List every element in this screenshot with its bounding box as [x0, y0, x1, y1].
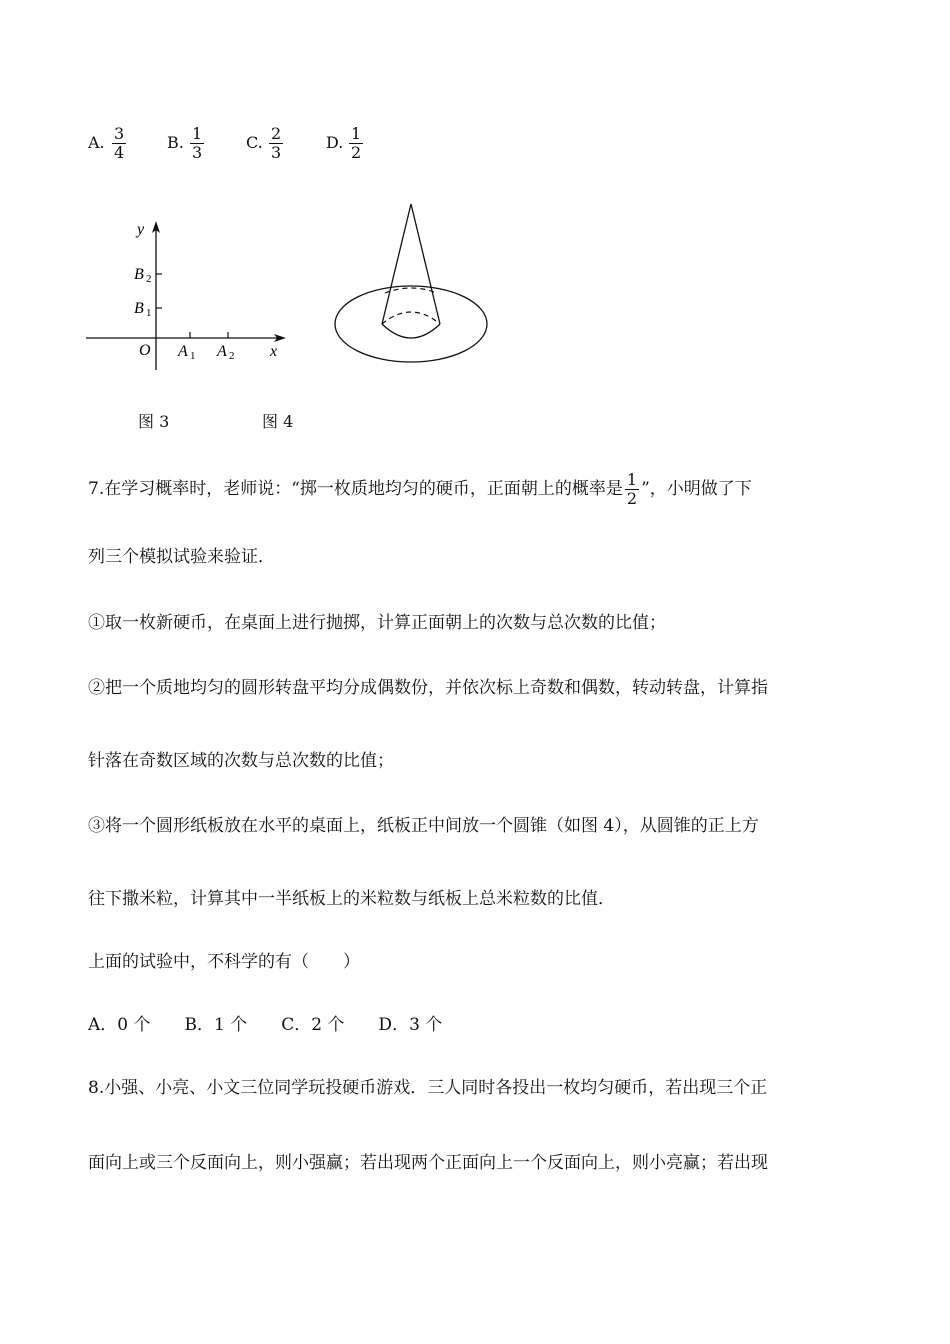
- option-label: C.: [246, 133, 263, 152]
- q7-item-2-line-1: ②把一个质地均匀的圆形转盘平均分成偶数份，并依次标上奇数和偶数，转动转盘，计算指: [88, 678, 768, 698]
- y-axis-label: y: [137, 221, 145, 238]
- fraction: [269, 125, 283, 162]
- q7-line-1: [88, 471, 752, 508]
- a1-subscript: 1: [190, 350, 196, 362]
- board-outer-ellipse: [335, 286, 487, 362]
- figure-3-axes: [80, 215, 300, 380]
- x-axis-label: x: [270, 343, 278, 360]
- cone-left-edge: [382, 204, 411, 324]
- denominator: 4: [114, 143, 125, 162]
- option-label: B.: [167, 133, 184, 152]
- b1-subscript: 1: [146, 307, 152, 319]
- a2-label: A: [217, 343, 227, 360]
- denominator: 2: [626, 489, 638, 508]
- numerator: 1: [192, 124, 203, 143]
- fraction: [349, 125, 363, 162]
- b2-label: B: [134, 266, 144, 283]
- q7-line-2: 列三个模拟试验来验证．: [88, 547, 275, 567]
- b1-label: B: [134, 300, 144, 317]
- q7-item-3-line-1: ③将一个圆形纸板放在水平的桌面上，纸板正中间放一个圆锥（如图 4），从圆锥的正上方: [88, 816, 759, 836]
- numerator: 1: [626, 470, 638, 489]
- numerator: 3: [114, 124, 125, 143]
- q8-line-2: 面向上或三个反面向上，则小强赢；若出现两个正面向上一个反面向上，则小亮赢；若出现: [88, 1153, 768, 1173]
- q7-question: 上面的试验中，不科学的有（ ）: [88, 952, 360, 972]
- q7-text-pre: 7.在学习概率时，老师说：“掷一枚质地均匀的硬币，正面朝上的概率是: [88, 479, 623, 499]
- figure-3-caption: 图 3: [138, 412, 170, 431]
- numerator: 1: [351, 124, 362, 143]
- q8-line-1: 8.小强、小亮、小文三位同学玩投硬币游戏．三人同时各投出一枚均匀硬币，若出现三个正: [88, 1078, 768, 1098]
- q7-options: A．0 个 B．1 个 C．2 个 D．3 个: [88, 1015, 443, 1035]
- denominator: 3: [192, 143, 203, 162]
- option-label: D.: [326, 133, 344, 152]
- fraction: [112, 125, 126, 162]
- numerator: 2: [271, 124, 282, 143]
- board-hidden-arc: [385, 288, 437, 293]
- fraction: [190, 125, 204, 162]
- origin-label: O: [139, 342, 151, 359]
- q7-item-2-line-2: 针落在奇数区域的次数与总次数的比值；: [88, 751, 394, 771]
- denominator: 3: [271, 143, 282, 162]
- figure-4-caption: 图 4: [262, 412, 294, 431]
- a2-subscript: 2: [229, 350, 235, 362]
- cone-right-edge: [411, 204, 440, 324]
- q7-text-post: ”，小明做了下: [641, 479, 752, 499]
- fraction-half: [625, 471, 639, 508]
- b2-subscript: 2: [146, 273, 152, 285]
- denominator: 2: [351, 143, 362, 162]
- figure-4-cone: [330, 198, 495, 370]
- cone-base-front-arc: [382, 324, 440, 338]
- q7-item-3-line-2: 往下撒米粒，计算其中一半纸板上的米粒数与纸板上总米粒数的比值．: [88, 889, 615, 909]
- option-label: A.: [88, 133, 105, 152]
- a1-label: A: [178, 343, 188, 360]
- q7-item-1: ①取一枚新硬币，在桌面上进行抛掷，计算正面朝上的次数与总次数的比值；: [88, 613, 666, 633]
- cone-base-hidden-arc: [382, 312, 440, 324]
